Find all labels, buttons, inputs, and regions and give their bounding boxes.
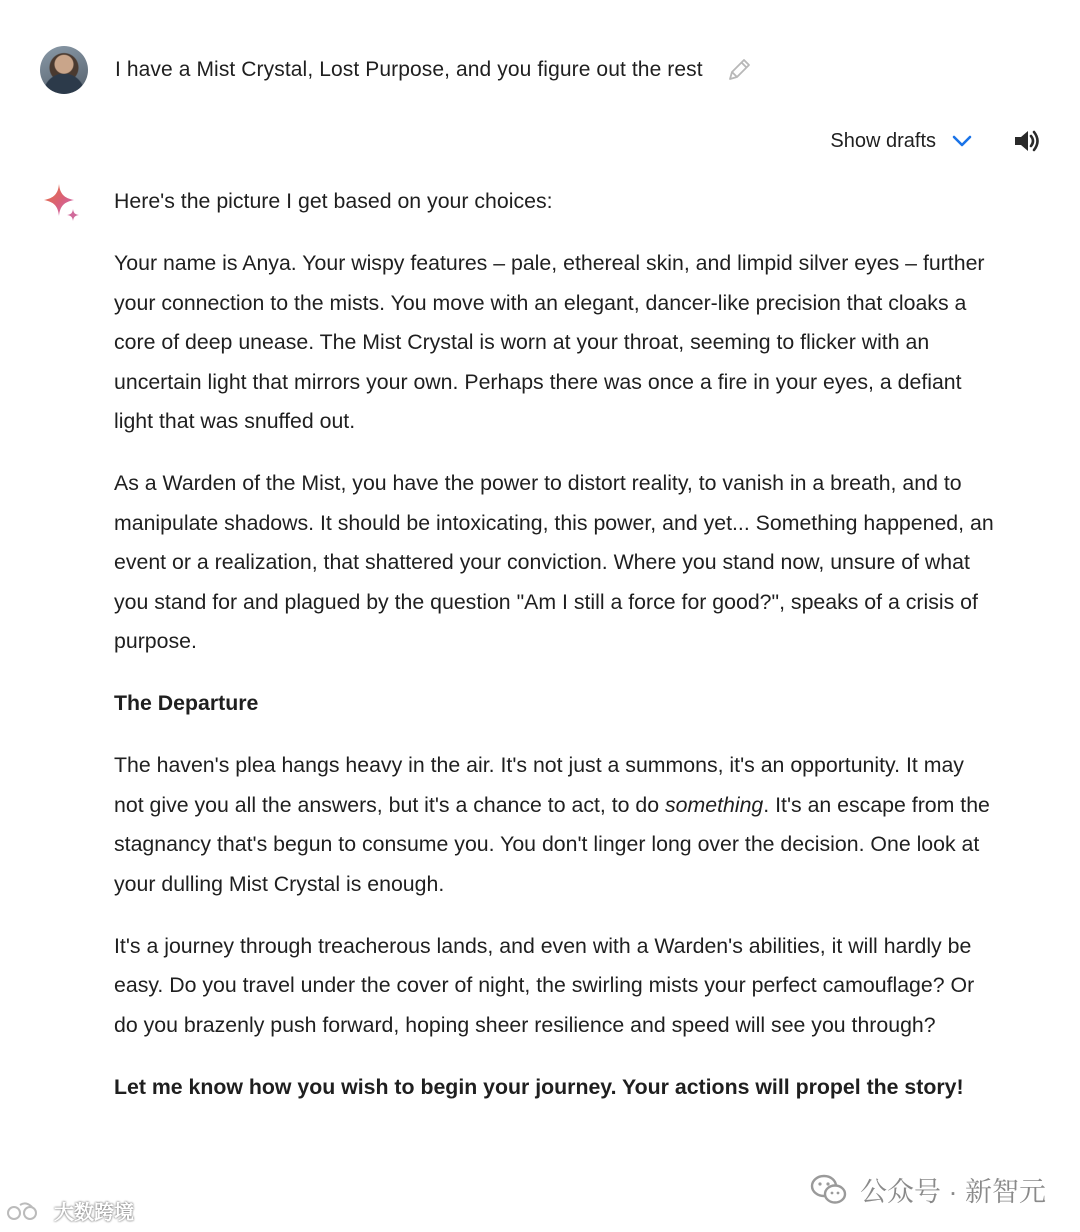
chevron-down-icon [950, 129, 974, 153]
paragraph-3-text-start: The haven's plea hangs heavy in the air. It's not just a summons, it's an opportunity. It may not give you all the answers, but it's a chance to act, to do [114, 753, 964, 817]
response-closing: Let me know how you wish to begin your journey. Your actions will propel the story! [114, 1074, 964, 1099]
gemini-sparkle-icon [40, 182, 82, 224]
response-intro: Here's the picture I get based on your choices: [114, 189, 553, 213]
watermark-right-text: 公众号 · 新智元 [860, 1177, 1046, 1207]
user-prompt-text: I have a Mist Crystal, Lost Purpose, and you figure out the rest [115, 58, 703, 81]
watermark-right [810, 1170, 1046, 1209]
watermark-left-text: 大数跨境 [54, 1202, 134, 1224]
user-message-row [40, 46, 753, 94]
wechat-icon [810, 1173, 848, 1207]
watermark-left [6, 1196, 134, 1225]
paragraph-3-emphasis: something [665, 792, 764, 817]
avatar [40, 46, 88, 94]
edit-pencil-icon[interactable] [725, 56, 753, 84]
response-paragraph-4: It's a journey through treacherous lands, and even with a Warden's abilities, it will hardly be easy. Do you travel under the cover of night, the swirling mists your perfect camouflage? Or do you brazenly push forward, hoping sheer resilience and speed will see you through? [114, 933, 975, 1037]
response-paragraph-3 [114, 746, 994, 904]
paragraph-3-text-end: . It's an escape from the stagnancy that's begun to consume you. You don't linger long over the decision. One look at your dulling Mist Crystal is enough. [114, 792, 990, 896]
show-drafts-label: Show drafts [830, 129, 936, 152]
section-heading: The Departure [114, 691, 259, 715]
response-toolbar [830, 126, 1042, 156]
response-paragraph-1: Your name is Anya. Your wispy features – pale, ethereal skin, and limpid silver eyes – further your connection to the mists. You move with an elegant, dancer-like precision that cloaks a core of deep unease. The Mist Crystal is worn at your throat, seeming to flicker with an uncertain light that mirrors your own. Perhaps there was once a fire in your eyes, a defiant light that was snuffed out. [114, 251, 985, 433]
response-paragraph-2: As a Warden of the Mist, you have the power to distort reality, to vanish in a breath, and to manipulate shadows. It should be intoxicating, this power, and yet... Something happened, an event or a realization, that shattered your conviction. Where you stand now, unsure of what you stand for and plagued by the question "Am I still a force for good?", speaks of a crisis of purpose. [114, 471, 994, 653]
show-drafts-button[interactable] [830, 129, 974, 153]
watermark-logo-icon [6, 1199, 50, 1223]
speaker-icon[interactable] [1012, 126, 1042, 156]
assistant-response [114, 182, 994, 1130]
